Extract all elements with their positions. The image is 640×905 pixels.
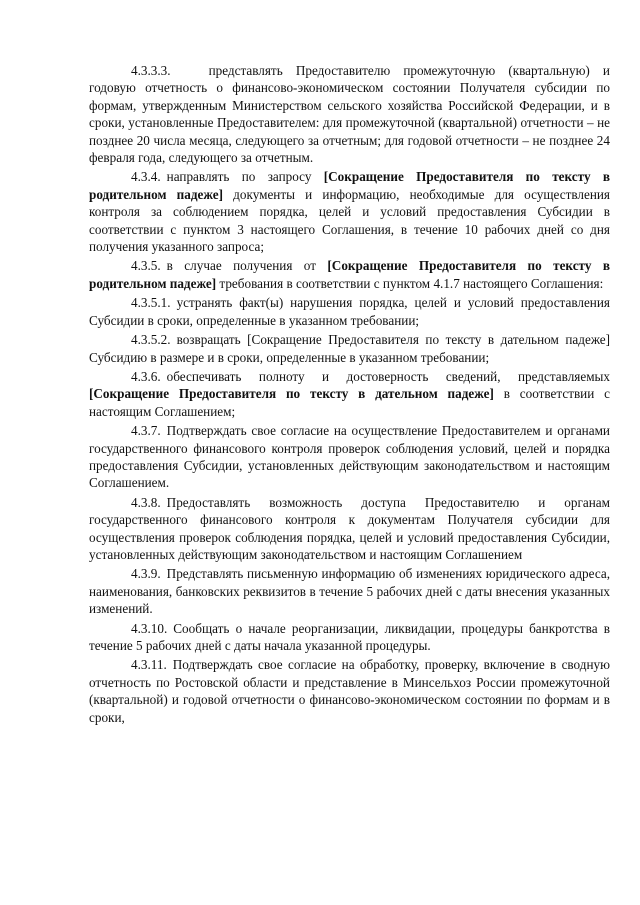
paragraph-number: 4.3.7. [131, 423, 161, 439]
paragraph-number: 4.3.10. [131, 620, 168, 636]
paragraph-4-3-9 [89, 565, 610, 617]
paragraph-4-3-5-1 [89, 294, 610, 329]
paragraph-text: в соответствии с настоящим Соглашением; [89, 386, 610, 419]
paragraph-text: возвращать [Сокращение Предоставителя по тексту в дательном падеже] Субсидию в размере и в сроки, определенные в указанном требовании; [89, 332, 610, 365]
paragraph-number: 4.3.4. [131, 169, 161, 185]
paragraph-4-3-7 [89, 422, 610, 492]
paragraph-4-3-5 [89, 257, 610, 292]
placeholder-bold: [Сокращение Предоставителя по тексту в дательном падеже] [89, 386, 494, 402]
paragraph-text: в случае получения от [166, 258, 328, 274]
paragraph-4-3-11 [89, 656, 610, 726]
paragraph-number: 4.3.8. [131, 494, 161, 510]
paragraph-text: устранять факт(ы) нарушения порядка, целей и условий предоставления Субсидии в сроки, определенные в указанном требовании; [89, 295, 610, 328]
paragraph-text: Сообщать о начале реорганизации, ликвидации, процедуры банкротства в течение 5 рабочих дней с даты начала указанной процедуры. [89, 620, 610, 653]
paragraph-text: Предоставлять возможность доступа Предоставителю и органам государственного финансового контроля к документам Получателя субсидии для осуществления проверок соблюдения порядка, целей и условий предоставления Субсидии, установленных действующим законодательством и настоящим Соглашением [89, 494, 610, 562]
paragraph-4-3-10 [89, 620, 610, 655]
paragraph-text: обеспечивать полноту и достоверность сведений, представляемых [166, 368, 610, 384]
paragraph-text: Подтверждать свое согласие на осуществление Предоставителем и органами государственного финансового контроля проверок соблюдения условий, целей и порядка предоставления Субсидии, установленных действующим законодательством и настоящим Соглашением. [89, 423, 610, 491]
paragraph-number: 4.3.3.3. [131, 63, 171, 78]
paragraph-number: 4.3.6. [131, 368, 161, 384]
paragraph-text: направлять по запросу [166, 169, 324, 185]
paragraph-4-3-6 [89, 368, 610, 420]
paragraph-number: 4.3.5.2. [131, 332, 171, 348]
paragraph-number: 4.3.5. [131, 258, 161, 274]
paragraph-text: требования в соответствии с пунктом 4.1.7 настоящего Соглашения: [216, 275, 604, 291]
paragraph-text: документы и информацию, необходимые для осуществления контроля за соблюдением порядка, целей и условий предоставления Субсидии в соответствии с пунктом 3 настоящего Соглашения, в течение 10 рабочих дней со дня получения указанного запроса; [89, 186, 610, 255]
paragraph-number: 4.3.5.1. [131, 295, 171, 311]
paragraph-text: Подтверждать свое согласие на обработку, проверку, включение в сводную отчетность по Ростовской области и представление в Минсельхоз России промежуточной (квартальной) и годовой отчетности о финансово-экономическом состоянии по формам и в сроки, [89, 657, 610, 725]
paragraph-4-3-5-2 [89, 331, 610, 366]
paragraph-number: 4.3.11. [131, 657, 167, 673]
paragraph-text: Представлять письменную информацию об изменениях юридического адреса, наименования, банковских реквизитов в течение 5 рабочих дней с даты внесения указанных изменений. [89, 566, 610, 617]
paragraph-text: представлять Предоставителю промежуточную (квартальную) и годовую отчетность о финансово-экономическом состоянии Получателя субсидии по формам, утвержденным Министерством сельского хозяйства Российской Федерации, и в сроки, установленные Предоставителем: для промежуточной (квартальной) отчетности – не позднее 20 числа месяца, следующего за отчетным; для годовой отчетности – не позднее 24 февраля года, следующего за отчетным. [89, 63, 610, 166]
paragraph-4-3-4 [89, 168, 610, 255]
paragraph-4-3-3-3 [89, 62, 610, 166]
paragraph-number: 4.3.9. [131, 566, 161, 582]
placeholder-bold: [Сокращение Предоставителя по тексту в родительном падеже] [89, 169, 610, 202]
paragraph-4-3-8 [89, 494, 610, 564]
placeholder-bold: [Сокращение Предоставителя по тексту в родительном падеже] [89, 258, 610, 291]
